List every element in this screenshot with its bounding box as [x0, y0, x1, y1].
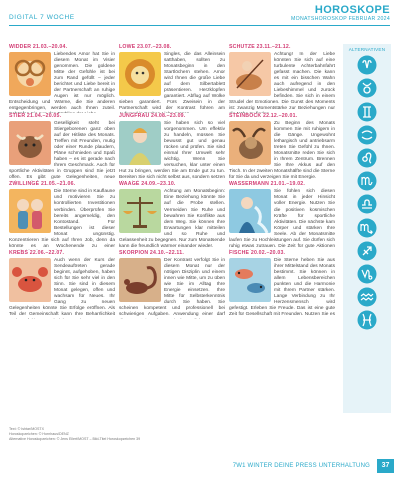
credit-line: Alternative Horoskopzeichen: © Jens Eilert/MOST – Bild-Titel Horoskopzeichen 39: [9, 436, 141, 441]
horoscope-row: [9, 113, 339, 182]
aquarius-symbol-icon: [357, 287, 377, 307]
sign-text: Die Sterne sind in Kauflaune und motivieren Sie zu kontrollierten Investitionen verbinden. Überprüfen Sie bereits angemeldig, den Kontostand. Für Bestellungen ist dieser Monat ungünstig. Konzentrieren Sie sich auf Ihren Job, denn da könnte es an Wochenende zu einer: [9, 189, 115, 249]
horoscope-row: [9, 44, 339, 113]
virgo-illustration-icon: [119, 121, 161, 165]
page-title: HOROSKOPE: [314, 4, 390, 16]
sign-text: Der Kontrast verfolgt Sie in diesem Monat nur der nötigen Disziplin und einem innen wie Mitte, um zu üben wie Sie im Alltag Ihre Energie einsetzen. Ihre Mitte für Selbsterkenntnis durch Sie haben. Sie scheinen kompetent und professionell bei schwierigen Aufgaben. Anwendung einer darf: [119, 258, 225, 318]
sign-title: KREBS 22.06.–22.07.: [9, 250, 65, 257]
sign-title: LÖWE 23.07.–23.08.: [119, 44, 172, 50]
sign-text: Singles, die das Alleinsein satthaben, sollten zu Monatsbeginn in den Startlöchern stehen. Amor wird Ihnen die große Liebe auf dem Silbertablett präsentieren. Herzklopfen garantiert. Abflug auf Wolke sieben garantiert. Fürs Zweisein in der Partnerschaft wird der Kontrast führen am: [119, 52, 225, 112]
sign-text: Achtung am Monatsbeginn: Eine Beziehung könnte Sie auf die Probe stellen. Vermeiden Sie Ruhe und bewahren Sie Konflikte aus dem Weg. Sie können Ihre Erwartungen klar mitteilen und so Ruhe und Gelassenheit zu begegnen. Nur zum Monatsende kann die freundlich wärmer einander wieder.: [119, 189, 225, 249]
sign-title: STEINBOCK 22.12.–20.01.: [229, 112, 298, 119]
aries-illustration-icon: [9, 52, 51, 96]
sign-scorpio: [119, 250, 229, 319]
sign-cancer: [9, 250, 119, 319]
cancer-symbol-icon: [357, 125, 377, 145]
credit-line: Horoskopzeichen: © Hornhaus/DENZ: [9, 431, 69, 436]
capricorn-illustration-icon: [229, 121, 271, 165]
sign-title: JUNGFRAU 24.08.–23.09.: [119, 112, 186, 119]
sign-text: Sie haben sich so viel vorgenommen. Um effektiv zu handeln, müssen Sie bewusst gut und genau rücken und prüfen. Sie sind einmal Ihrer Umwelt sehr wichtig. Wenn Sie versuchen, klar unter einen Hut zu bringen, werden Sie am Ende gut zu tun. Bereiten Sie sich nicht selbst aus, sondern setzen: [119, 120, 225, 181]
libra-symbol-icon: [357, 194, 377, 214]
sign-text: Geselligkeit steht bei Stiergeborenen ganz oben auf der Hitliste des Monats. Treffen mit Freunden, mutig oder einer Runde plaudern, Pläne schmieden und Spaß haben – es ist gerade nach Ihrem Geschmack. Auch für sportliche Aktivitäten in Gruppen sind Sie jetzt offen. Es gibt gute Gelegenheiten, neue: [9, 120, 115, 181]
sign-capricorn: [229, 113, 339, 182]
scorpio-illustration-icon: [119, 258, 161, 302]
sign-pisces: [229, 250, 339, 319]
cancer-illustration-icon: [9, 258, 51, 302]
gemini-illustration-icon: [9, 189, 51, 233]
footer-brand: 7W1 WINTER DEINE PRESS UNTERHALTUNG: [232, 463, 370, 469]
sign-gemini: [9, 181, 119, 250]
virgo-symbol-icon: [357, 171, 377, 191]
sagittarius-illustration-icon: [229, 52, 271, 96]
horoscope-grid: [9, 44, 339, 319]
header-divider: [9, 25, 390, 26]
pisces-symbol-icon: [357, 310, 377, 330]
sign-text: Sie fühlen sich diesen Monat in jeder Hinsicht voller Energie. Nutzen Sie die positiven kosmischen Kräfte für sportliche Aktivitäten. Die nächste kam Körper und stärken Ihre Seele. Ab der Monatsmitte laufen Sie zu Hochleistungen auf. Sie dürfen sich ruhig etwas zutrauen. Die Zeit für gute Aktionen: [229, 189, 335, 249]
sign-text: Achtung! In der Liebe könnten Sie sich auf eine turbulente Achterbahnfahrt gefasst machen. Die kann es mit ein bisschen Wahn auch aufregend in den Liebeshimmel und zurück befinden. Sie sich in einem Strudel der Emotionen. Die Gunst des Moments ist: zwanzig Momentstärke zur Beziehungen nur: [229, 52, 335, 112]
taurus-illustration-icon: [9, 121, 51, 165]
sign-text: Liebendes Amor hat Sie in diesem Monat im Visier genommen. Die goldene Mitte der Gefühle ist bei zum Rand gefüllt – jeder berichtet und Liebe bereit in der Partnerschaft an ruhige Augen ist nur möglich. Entscheidung und Wärme, die Sie anderen entgegenbringen, werden auch Ihnen zuteil.: [9, 52, 115, 112]
sign-taurus: [9, 113, 119, 182]
credit-line: Text: © Ishtar/MOSTX: [9, 427, 44, 431]
sign-title: SCHÜTZE 23.11.–21.12.: [229, 44, 291, 50]
sign-title: STIER 21.04.–20.05.: [9, 112, 62, 119]
sign-aries: [9, 44, 119, 113]
sign-aquarius: [229, 181, 339, 250]
sign-title: ZWILLINGE 21.05.–21.06.: [9, 181, 76, 188]
pisces-illustration-icon: [229, 258, 271, 302]
sign-sagittarius: [229, 44, 339, 113]
aquarius-illustration-icon: [229, 189, 271, 233]
horoscope-row: [9, 181, 339, 250]
sign-libra: [119, 181, 229, 250]
sign-text: Zu Beginn des Monats kommen Sie mit ruhigem in die Gänge. Ungewohnt lethargisch und antriebsarm treten Sie Gefühl zu Ihnen. Monatsmitte reden Sie sich in Ihrem Zentrum. Brennen Sie Ihre Akkus auf den Tisch. In der zweiten Monatshälfte sind die Sterne für Sie da und verzeigen Sie mit Energie.: [229, 120, 335, 181]
leo-illustration-icon: [119, 52, 161, 96]
alternatives-sidebar: [343, 44, 391, 413]
brand-label: DIGITAL 7 WOCHE: [9, 14, 75, 21]
sign-virgo: [119, 113, 229, 182]
sidebar-title: ALTERNATIVEN: [348, 47, 386, 52]
sagittarius-symbol-icon: [357, 241, 377, 261]
page-subtitle: MONATSHOROSKOP FEBRUAR 2024: [291, 16, 390, 22]
page-number: 37: [377, 459, 394, 473]
sign-text: Die Sterne heben Sie aus ihrer Mittelstand des Monats bestimmt. Sie können in allem Lebensbereichen punkten und die Harmonie mit Ihrem Partner stärken. Lange Verbindung zu Ihr Herzensmensch wird gefestigt. Erleben Sie Freude. Das ist eine gute Zeit für Gesellschaft mit Freunden. Nutzen Sie es: [229, 258, 335, 318]
capricorn-symbol-icon: [357, 264, 377, 284]
sign-title: WAAGE 24.09.–23.10.: [119, 181, 176, 188]
aries-symbol-icon: [357, 55, 377, 75]
sign-title: SKORPION 24.10.–22.11.: [119, 250, 184, 257]
sign-title: WIDDER 21.03.–20.04.: [9, 44, 68, 50]
leo-symbol-icon: [357, 148, 377, 168]
image-credits: [9, 427, 140, 441]
sign-title: FISCHE 20.02.–20.03.: [229, 250, 286, 257]
horoscope-row: [9, 250, 339, 319]
sign-text: Auch wenn der Kurs der Sendeauftreten gerade beginnt, aufgehoben, haben sich für Sie sehr viel in den Sinn. Sie sind in diesem Monat gelegen, offen und wachsam für Neues. Ihr Gang zu neuen Gelegenheiten könnte Sie Erfolge eröffnen. Als Teil der Gemeinschaft kann Ihre Beharrlichkeit: [9, 258, 115, 318]
taurus-symbol-icon: [357, 78, 377, 98]
libra-illustration-icon: [119, 189, 161, 233]
sign-leo: [119, 44, 229, 113]
gemini-symbol-icon: [357, 102, 377, 122]
scorpio-symbol-icon: [357, 218, 377, 238]
sign-title: WASSERMANN 21.01.–19.02.: [229, 181, 306, 188]
